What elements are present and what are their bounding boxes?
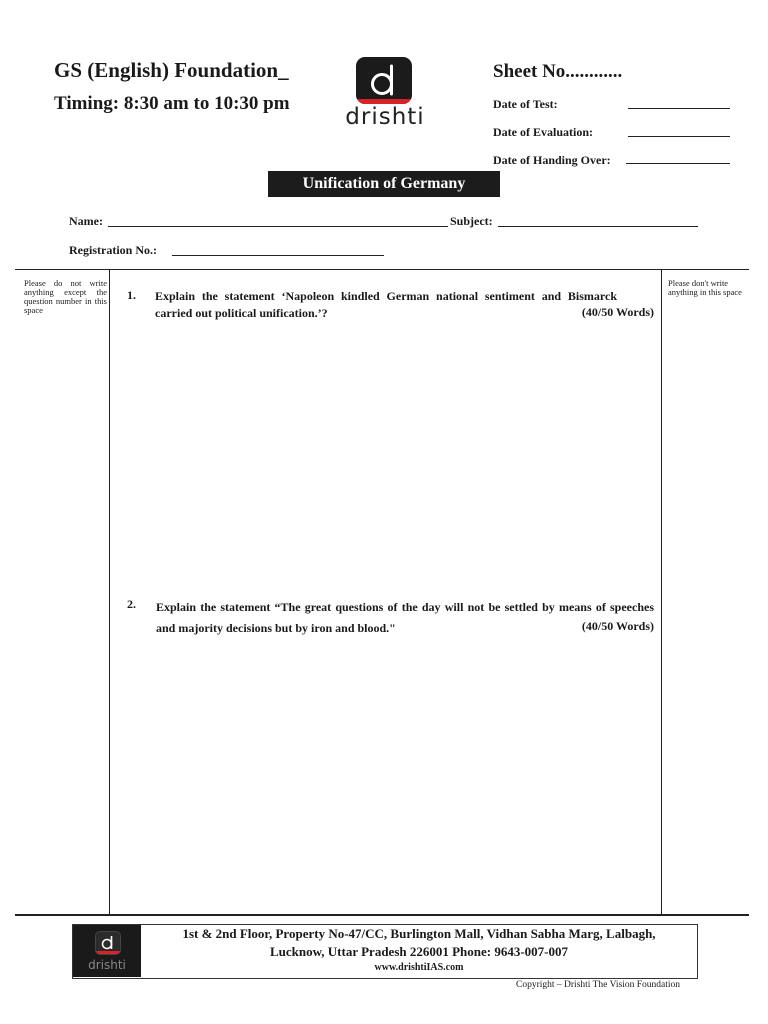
footer-address-line-1: 1st & 2nd Floor, Property No-47/CC, Burlington Mall, Vidhan Sabha Marg, Lalbagh, <box>182 926 656 941</box>
drishti-d-icon <box>356 57 412 104</box>
right-margin-note: Please don't write anything in this space <box>668 278 742 297</box>
course-title: GS (English) Foundation_ <box>54 58 289 82</box>
grid-left-divider <box>109 269 110 915</box>
footer-address-line-2: Lucknow, Uttar Pradesh 226001 Phone: 9643-007-007 <box>269 944 569 959</box>
date-of-test-line <box>628 108 730 109</box>
exam-timing: Timing: 8:30 am to 10:30 pm <box>54 93 290 114</box>
footer-d-icon <box>95 931 121 955</box>
date-of-test-label: Date of Test: <box>493 97 558 111</box>
question-1-text: Explain the statement ‘Napoleon kindled German national sentiment and Bismarck carried out political unification.’? <box>155 289 617 320</box>
registration-line[interactable] <box>172 255 384 256</box>
question-1-number: 1. <box>127 288 136 302</box>
grid-right-divider <box>661 269 662 915</box>
registration-label: Registration No.: <box>69 243 157 257</box>
sheet-number: Sheet No............ <box>493 61 623 82</box>
question-2-number: 2. <box>127 597 136 611</box>
copyright-notice: Copyright – Drishti The Vision Foundation <box>516 980 681 990</box>
drishti-logo <box>338 57 432 133</box>
answer-area-2[interactable] <box>112 645 658 910</box>
name-label: Name: <box>69 214 103 228</box>
date-of-handing-over-line <box>626 163 730 164</box>
date-of-evaluation-label: Date of Evaluation: <box>493 125 593 139</box>
footer-logo-wordmark: drishti <box>88 958 126 972</box>
question-1-word-limit: (40/50 Words) <box>581 305 654 319</box>
question-2-word-limit: (40/50 Words) <box>581 619 654 633</box>
footer-logo <box>73 925 141 977</box>
grid-bottom-line <box>15 914 749 916</box>
name-line[interactable] <box>108 226 448 227</box>
question-2-text: Explain the statement “The great questions of the day will not be settled by means of speeches and majority decisions but by iron and blood." <box>156 600 654 635</box>
subject-line[interactable] <box>498 226 698 227</box>
topic-banner: Unification of Germany <box>268 171 500 197</box>
footer-website-link[interactable]: www.drishtiIAS.com <box>374 962 464 973</box>
answer-area-1[interactable] <box>112 330 658 590</box>
subject-label: Subject: <box>450 214 493 228</box>
left-margin-note: Please do not write anything except the question number in this space <box>24 278 107 315</box>
grid-top-line <box>15 269 749 270</box>
logo-wordmark: drishti <box>345 104 425 130</box>
date-of-handing-over-label: Date of Handing Over: <box>493 153 611 167</box>
date-of-evaluation-line <box>628 136 730 137</box>
